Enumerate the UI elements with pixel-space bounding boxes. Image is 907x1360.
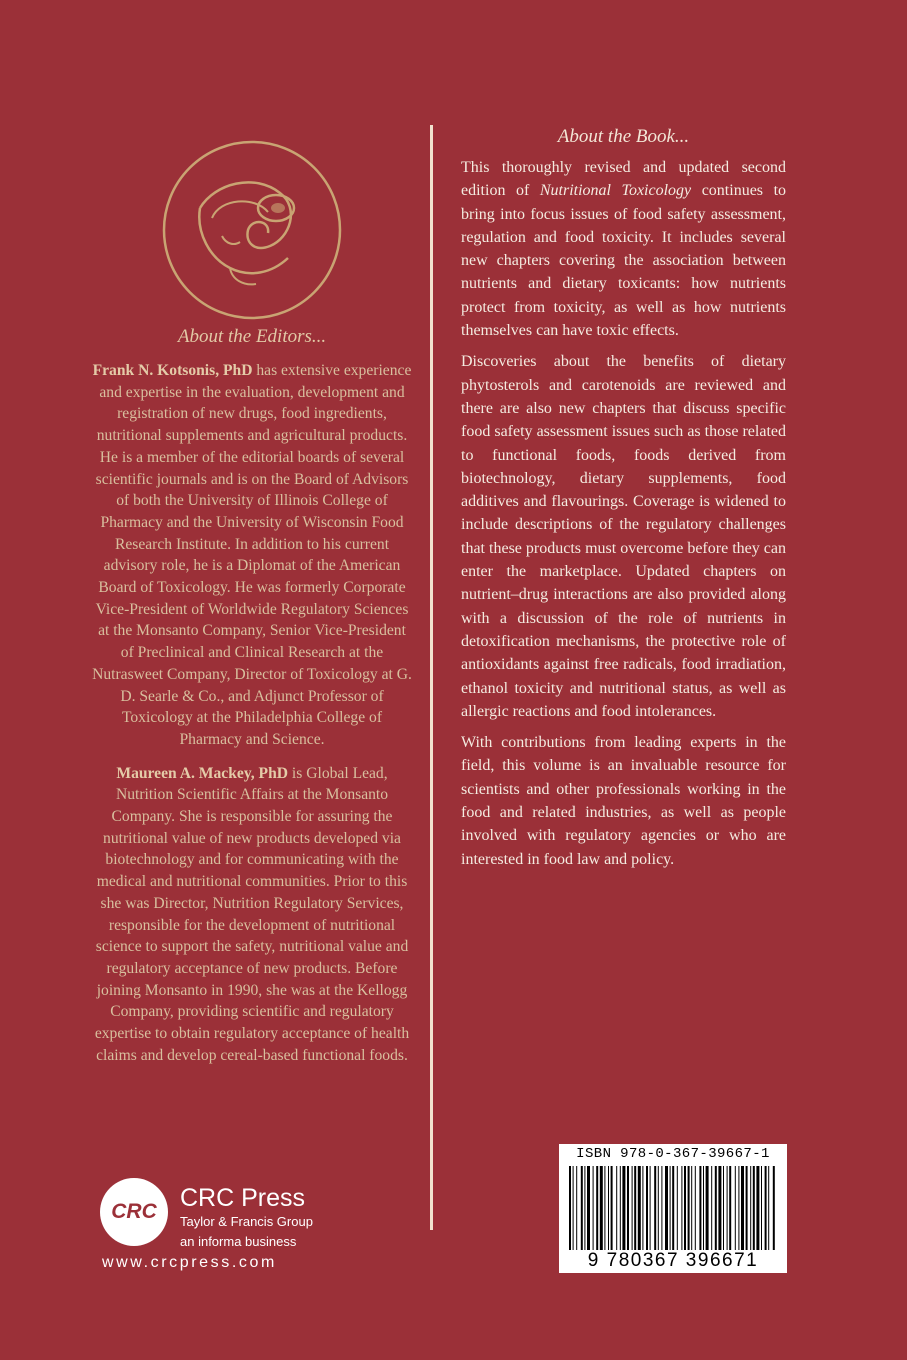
logo-text: CRC: [111, 1200, 157, 1223]
publisher-informa: an informa business: [180, 1234, 297, 1249]
book-column: [461, 122, 786, 879]
editor-bio-text: has extensive experience and expertise in the evaluation, development and registration of new drugs, food ingredients, nutritional supplements and agricultural products. He is a member of the editorial boards of several scientific journals and is on the Board of Advisors of both the University of Illinois College of Pharmacy and the University of Wisconsin Food Research Institute. In addition to his current advisory role, he is a Diplomat of the American Board of Toxicology. He was formerly Corporate Vice-President of Worldwide Regulatory Sciences at the Monsanto Company, Senior Vice-President of Preclinical and Clinical Research at the Nutrasweet Company, Director of Toxicology at G. D. Searle & Co., and Adjunct Professor of Toxicology at the Philadelphia College of Pharmacy and Science.: [92, 362, 412, 748]
publisher-url[interactable]: www.crcpress.com: [102, 1254, 277, 1271]
embryo-emblem-icon: [160, 138, 344, 322]
barcode-bars-icon: [569, 1166, 777, 1250]
editor-bio-mackey: [92, 763, 412, 1067]
editor-bio-kotsonis: [92, 360, 412, 751]
book-title: Nutritional Toxicology: [539, 182, 692, 200]
paragraph-text: This thoroughly revised and updated second edition of: [461, 159, 786, 200]
paragraph-text: continues to bring into focus issues of food safety assessment, regulation and food toxicity. It includes several new chapters covering the association between nutrients and dietary toxicants: how nutrients protect from toxicity, as well as how nutrients themselves can have toxic effects.: [461, 182, 787, 340]
isbn-text: ISBN 978-0-367-39667-1: [576, 1146, 770, 1162]
editor-name: Frank N. Kotsonis, PhD: [92, 362, 253, 379]
publisher-block: [100, 1178, 360, 1278]
editors-heading: About the Editors...: [177, 326, 327, 347]
column-divider: [430, 125, 433, 1230]
crc-logo-icon: [100, 1178, 168, 1246]
book-paragraph-2: Discoveries about the benefits of dietary phytosterols and carotenoids are reviewed and there are also new chapters that discuss specific food safety assessment issues such as those related to functional foods, foods derived from biotechnology, dietary supplements, food additives and flavourings. Coverage is widened to include descriptions of the regulatory challenges that these products must overcome before they can enter the marketplace. Updated chapters on nutrient–drug interactions are also provided along with a discussion of the role of nutrients in detoxification mechanisms, the protective role of antioxidants against free radicals, food irradiation, ethanol toxicity and nutritional status, as well as allergic reactions and food intolerances.: [461, 353, 786, 720]
book-paragraph-3: With contributions from leading experts in the field, this volume is an invaluable resource for scientists and other professionals working in the food and related industries, as well as people involved with regulatory agencies or who are interested in food law and policy.: [461, 734, 786, 868]
editors-column: [92, 120, 412, 1079]
ean-digits: 9 780367 396671: [587, 1250, 759, 1271]
publisher-name: CRC Press: [180, 1184, 306, 1212]
book-paragraph-1: [461, 156, 786, 342]
isbn-barcode: [559, 1144, 787, 1273]
editor-name: Maureen A. Mackey, PhD: [116, 764, 289, 782]
book-heading: About the Book...: [557, 126, 690, 147]
publisher-group: Taylor & Francis Group: [180, 1214, 313, 1229]
editor-bio-text: is Global Lead, Nutrition Scientific Affairs at the Monsanto Company. She is responsible for assuring the nutritional value of new products developed via biotechnology and for communicating with the medical and nutritional communities. Prior to this she was Director, Nutrition Regulatory Services, responsible for the development of nutritional science to support the safety, nutritional value and regulatory acceptance of new products. Before joining Monsanto in 1990, she was at the Kellogg Company, providing scientific and regulatory expertise to obtain regulatory acceptance of health claims and develop cereal-based functional foods.: [94, 764, 410, 1064]
